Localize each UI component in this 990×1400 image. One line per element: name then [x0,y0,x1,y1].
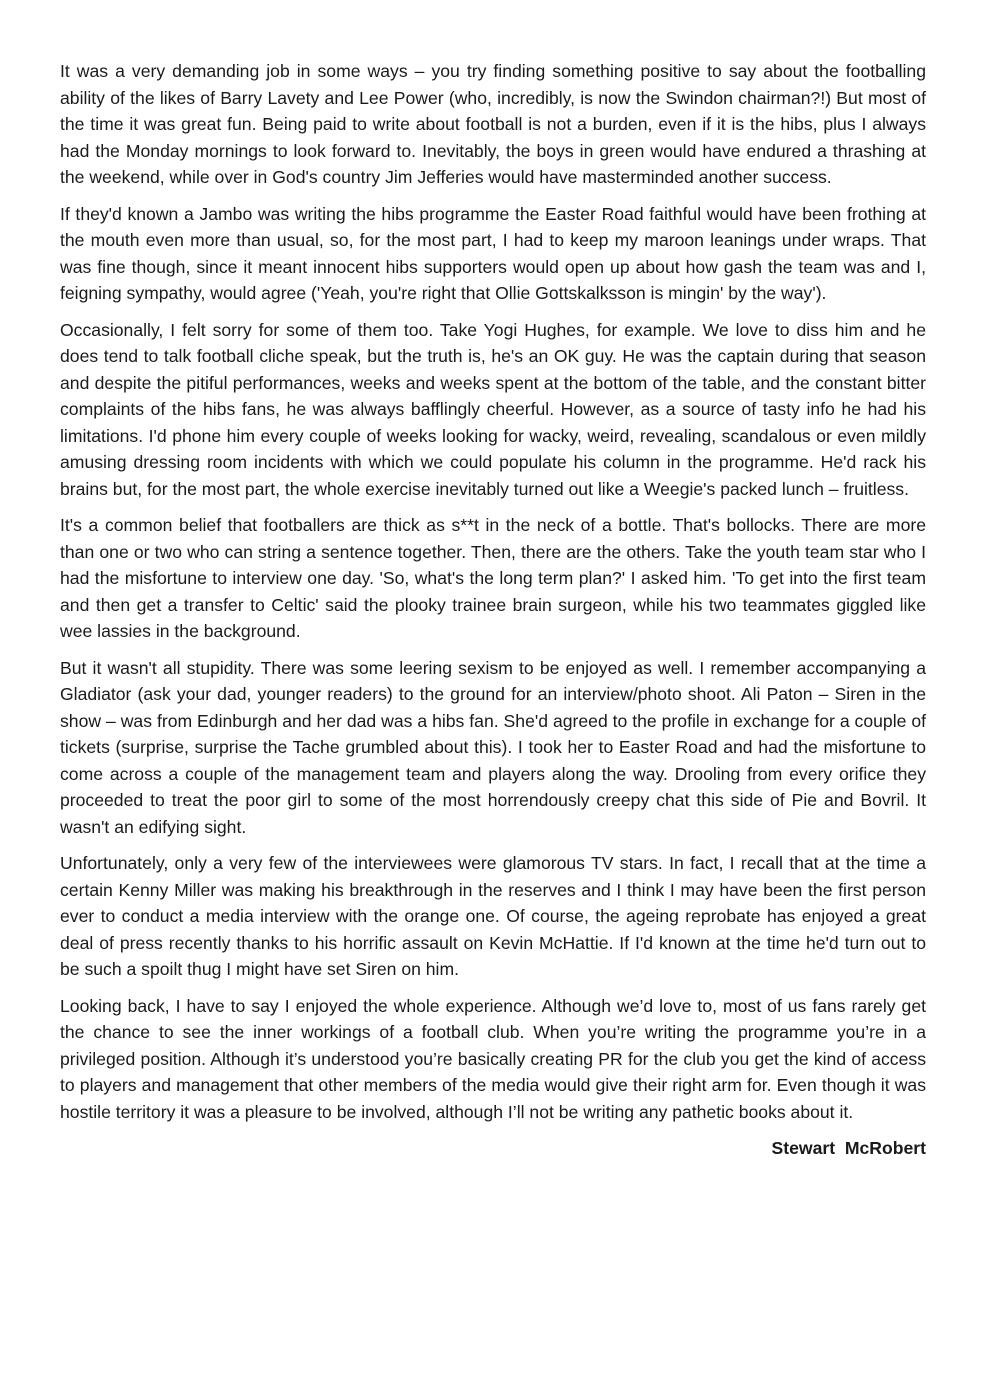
article-body [60,58,926,1162]
paragraph-2: If they'd known a Jambo was writing the hibs programme the Easter Road faithful would have been frothing at the mouth even more than usual, so, for the most part, I had to keep my maroon leanings under wraps. That was fine though, since it meant innocent hibs supporters would open up about how gash the team was and I, feigning sympathy, would agree ('Yeah, you're right that Ollie Gottskalksson is mingin' by the way'). [60,203,926,303]
paragraph-1: It was a very demanding job in some ways – you try finding something positive to say about the footballing ability of the likes of Barry Lavety and Lee Power (who, incredibly, is now the Swindon chairman?!) But most of the time it was great fun. Being paid to write about football is not a burden, even if it is the hibs, plus I always had the Monday mornings to look forward to. Inevitably, the boys in green would have endured a thrashing at the weekend, while over in God's country Jim Jefferies would have masterminded another success. [60,61,926,187]
author-signature: Stewart McRobert [771,1138,926,1158]
paragraph-3: Occasionally, I felt sorry for some of them too. Take Yogi Hughes, for example. We love to diss him and he does tend to talk football cliche speak, but the truth is, he's an OK guy. He was the captain during that season and despite the pitiful performances, weeks and weeks spent at the bottom of the table, and the constant bitter complaints of the hibs fans, he was always bafflingly cheerful. However, as a source of tasty info he had his limitations. I'd phone him every couple of weeks looking for wacky, weird, revealing, scandalous or even mildly amusing dressing room incidents with which we could populate his column in the programme. He'd rack his brains but, for the most part, the whole exercise inevitably turned out like a Weegie's packed lunch – fruitless. [60,319,926,499]
paragraph-6: Unfortunately, only a very few of the interviewees were glamorous TV stars. In fact, I recall that at the time a certain Kenny Miller was making his breakthrough in the reserves and I think I may have been the first person ever to conduct a media interview with the orange one. Of course, the ageing reprobate has enjoyed a great deal of press recently thanks to his horrific assault on Kevin McHattie. If I'd known at the time he'd turn out to be such a spoilt thug I might have set Siren on him. [60,853,926,979]
paragraph-4: It's a common belief that footballers are thick as s**t in the neck of a bottle. That's bollocks. There are more than one or two who can string a sentence together. Then, there are the others. Take the youth team star who I had the misfortune to interview one day. 'So, what's the long term plan?' I asked him. 'To get into the first team and then get a transfer to Celtic' said the plooky trainee brain surgeon, while his two teammates giggled like wee lassies in the background. [60,515,926,641]
paragraph-5: But it wasn't all stupidity. There was some leering sexism to be enjoyed as well. I remember accompanying a Gladiator (ask your dad, younger readers) to the ground for an interview/photo shoot. Ali Paton – Siren in the show – was from Edinburgh and her dad was a hibs fan. She'd agreed to the profile in exchange for a couple of tickets (surprise, surprise the Tache grumbled about this). I took her to Easter Road and had the misfortune to come across a couple of the management team and players along the way. Drooling from every orifice they proceeded to treat the poor girl to some of the most horrendously creepy chat this side of Pie and Bovril. It wasn't an edifying sight. [60,657,926,837]
paragraph-7: Looking back, I have to say I enjoyed the whole experience. Although we’d love to, most of us fans rarely get the chance to see the inner workings of a football club. When you’re writing the programme you’re in a privileged position. Although it’s understood you’re basically creating PR for the club you get the kind of access to players and management that other members of the media would give their right arm for. Even though it was hostile territory it was a pleasure to be involved, although I’ll not be writing any pathetic books about it. [60,995,926,1122]
